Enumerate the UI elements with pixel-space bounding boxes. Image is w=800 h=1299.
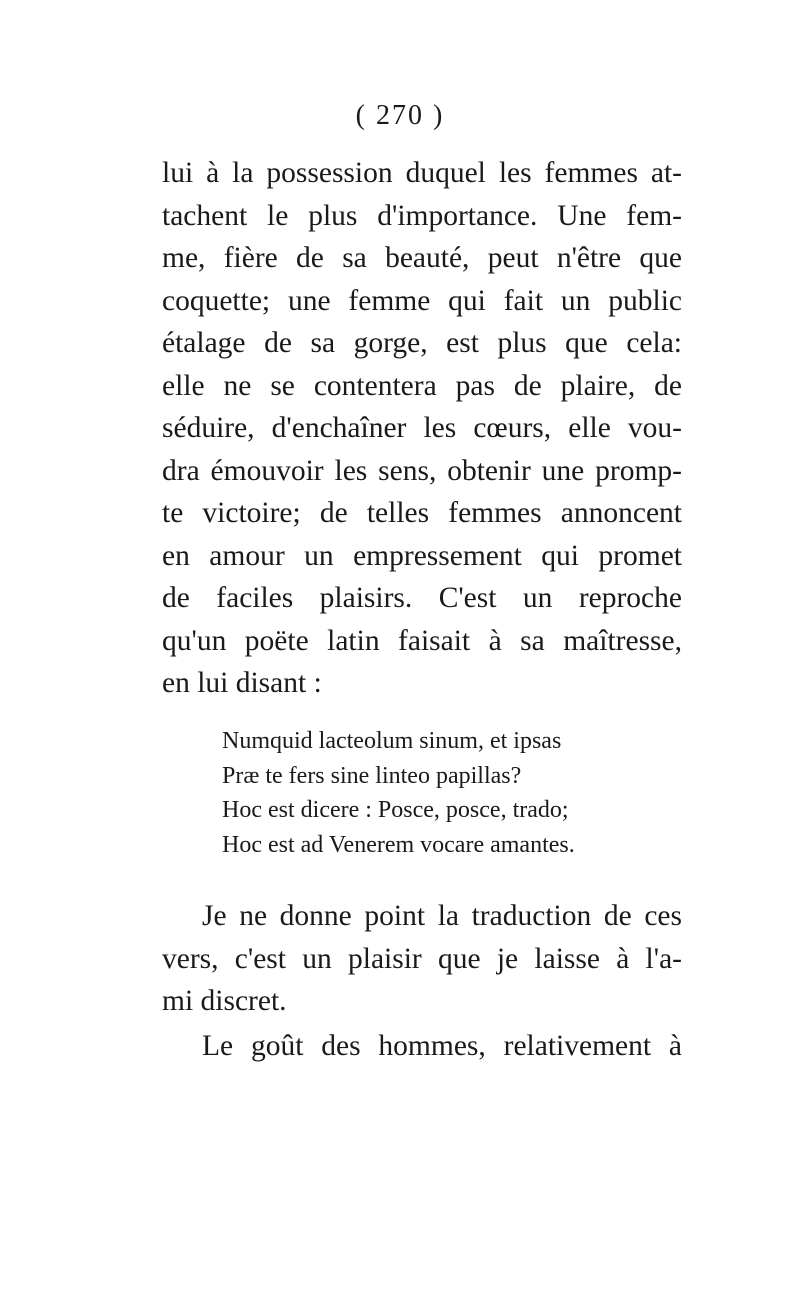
paragraph-2 [162, 895, 682, 1023]
text-line: mi discret. [162, 985, 287, 1017]
text-line: tachent le plus d'importance. Une fem- [162, 199, 682, 232]
text-line: te victoire; de telles femmes annoncent [162, 497, 682, 529]
paragraph-1 [162, 152, 682, 705]
verse-line: Hoc est ad Venerem vocare amantes. [222, 831, 575, 858]
paragraph-3 [162, 1025, 682, 1068]
text-line: étalage de sa gorge, est plus que cela: [162, 327, 682, 359]
text-line: Le goût des hommes, relativement à [202, 1030, 682, 1062]
page-number: ( 270 ) [355, 100, 445, 131]
text-line: séduire, d'enchaîner les cœurs, elle vou- [162, 412, 682, 444]
text-line: en lui disant : [162, 667, 322, 699]
text-line: Je ne donne point la traduction de ces [202, 900, 682, 932]
verse-line: Præ te fers sine linteo papillas? [222, 762, 522, 789]
text-line: en amour un empressement qui promet [162, 539, 682, 572]
text-line: qu'un poëte latin faisait à sa maîtresse, [162, 624, 682, 657]
text-line: vers, c'est un plaisir que je laisse à l'a- [162, 942, 682, 975]
text-line: me, fière de sa beauté, peut n'être que [162, 242, 682, 274]
verse-line: Numquid lacteolum sinum, et ipsas [222, 728, 562, 754]
latin-verse [222, 724, 682, 862]
text-line: elle ne se contentera pas de plaire, de [162, 369, 682, 402]
text-line: dra émouvoir les sens, obtenir une promp- [162, 454, 682, 487]
text-line: de faciles plaisirs. C'est un reproche [162, 582, 682, 614]
text-line: lui à la possession duquel les femmes at- [162, 157, 682, 189]
verse-line: Hoc est dicere : Posce, posce, trado; [222, 797, 569, 823]
text-line: coquette; une femme qui fait un public [162, 284, 682, 317]
